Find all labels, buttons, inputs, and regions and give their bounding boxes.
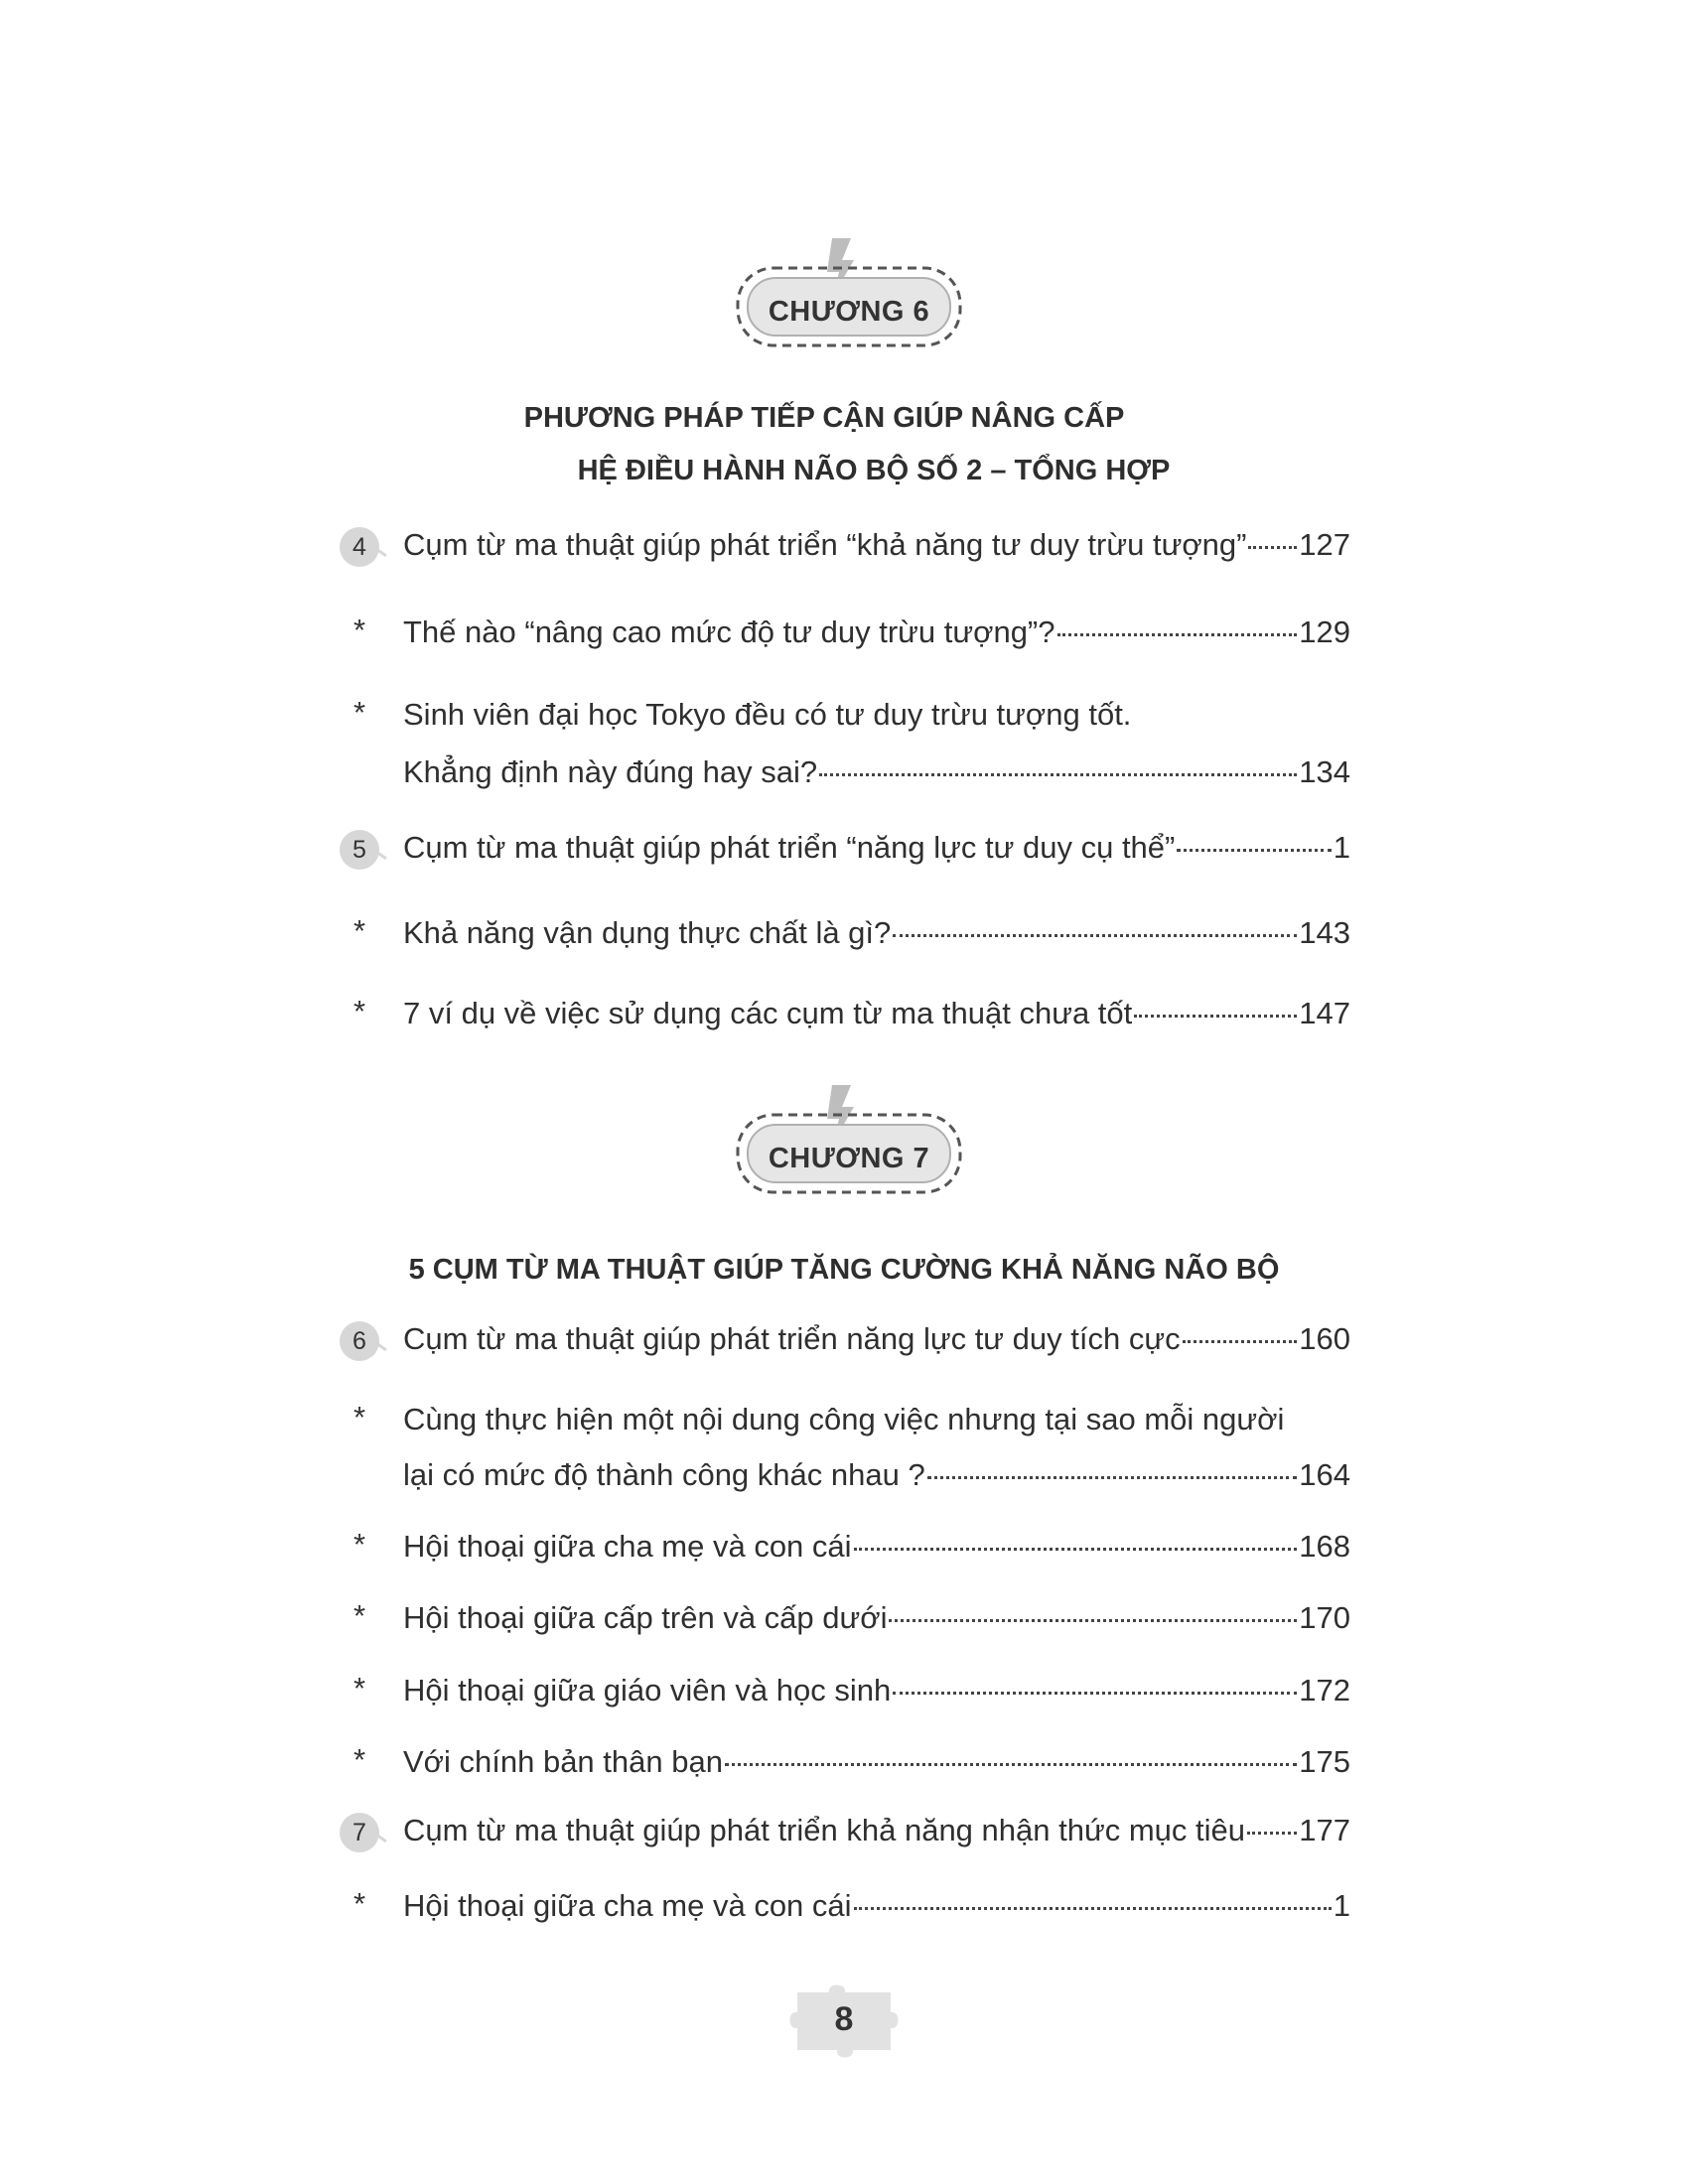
leader-dots <box>1177 849 1331 852</box>
entry-title: Cụm từ ma thuật giúp phát triển “khả năng tư duy trừu tượng” <box>403 527 1247 562</box>
entry-page: 168 <box>1299 1529 1350 1564</box>
leader-dots <box>854 1907 1332 1910</box>
entry-title: 7 ví dụ về việc sử dụng các cụm từ ma thuật chưa tốt <box>403 996 1133 1030</box>
leader-dots <box>1057 633 1298 636</box>
entry-title: Khả năng vận dụng thực chất là gì? <box>403 915 892 950</box>
entry-page: 177 <box>1299 1813 1350 1847</box>
entry-title: Hội thoại giữa cha mẹ và con cái <box>403 1888 852 1923</box>
page-number: 8 <box>834 2000 854 2038</box>
leader-dots <box>893 934 1297 937</box>
chapter-7-title <box>298 1244 1390 1297</box>
bullet-asterisk-icon: * <box>352 1400 366 1434</box>
bullet-asterisk-icon: * <box>352 1671 366 1706</box>
leader-dots <box>1183 1340 1298 1343</box>
section-number-badge: 6 <box>340 1321 379 1361</box>
leader-dots <box>819 773 1297 776</box>
bullet-asterisk-icon: * <box>352 1527 366 1562</box>
bullet-asterisk-icon: * <box>352 1886 366 1921</box>
leader-dots <box>1247 1832 1297 1835</box>
bullet-asterisk-icon: * <box>352 913 366 948</box>
page-number-footer <box>789 1980 899 2060</box>
leader-dots <box>893 1692 1297 1695</box>
entry-page: 1 <box>1333 830 1350 865</box>
chapter-6-badge <box>730 238 968 367</box>
entry-page: 170 <box>1299 1600 1350 1635</box>
entry-title: Cụm từ ma thuật giúp phát triển khả năng nhận thức mục tiêu <box>403 1813 1245 1847</box>
entry-page: 164 <box>1299 1457 1350 1492</box>
chapter-7-badge <box>730 1085 968 1214</box>
entry-title: Khẳng định này đúng hay sai? <box>403 754 818 789</box>
entry-title: Với chính bản thân bạn <box>403 1744 723 1779</box>
entry-page: 172 <box>1299 1673 1350 1707</box>
chapter-title-line: 5 CỤM TỪ MA THUẬT GIÚP TĂNG CƯỜNG KHẢ NĂNG NÃO BỘ <box>408 1254 1280 1286</box>
bullet-asterisk-icon: * <box>352 994 366 1028</box>
entry-title-first-line: Sinh viên đại học Tokyo đều có tư duy trừu tượng tốt. <box>403 697 1132 732</box>
chapter-title-line: HỆ ĐIỀU HÀNH NÃO BỘ SỐ 2 – TỔNG HỢP <box>577 455 1171 486</box>
entry-page: 175 <box>1299 1744 1350 1779</box>
bullet-asterisk-icon: * <box>352 1742 366 1777</box>
section-number-badge: 5 <box>340 830 379 870</box>
chapter-6-title <box>298 392 1390 497</box>
entry-title: Thế nào “nâng cao mức độ tư duy trừu tượng”? <box>403 614 1055 649</box>
entry-page: 147 <box>1299 996 1350 1030</box>
leader-dots <box>854 1548 1298 1551</box>
chapter-title-line: PHƯƠNG PHÁP TIẾP CẬN GIÚP NÂNG CẤP <box>523 402 1125 434</box>
leader-dots <box>1134 1015 1297 1018</box>
entry-title: Cụm từ ma thuật giúp phát triển năng lực tư duy tích cực <box>403 1321 1181 1356</box>
entry-page: 1 <box>1333 1888 1350 1923</box>
entry-title: Hội thoại giữa cấp trên và cấp dưới <box>403 1600 888 1635</box>
chapter-badge-label: CHƯƠNG 7 <box>768 1143 930 1174</box>
section-number-badge: 4 <box>340 527 379 567</box>
leader-dots <box>927 1476 1298 1479</box>
leader-dots <box>889 1619 1297 1622</box>
entry-title: lại có mức độ thành công khác nhau ? <box>403 1457 925 1492</box>
entry-page: 129 <box>1299 614 1350 649</box>
entry-title-first-line: Cùng thực hiện một nội dung công việc nhưng tại sao mỗi người <box>403 1402 1285 1436</box>
entry-title: Hội thoại giữa cha mẹ và con cái <box>403 1529 852 1564</box>
entry-page: 134 <box>1299 754 1350 789</box>
section-number-badge: 7 <box>340 1813 379 1852</box>
entry-page: 127 <box>1299 527 1350 562</box>
entry-title: Cụm từ ma thuật giúp phát triển “năng lực tư duy cụ thể” <box>403 830 1176 865</box>
leader-dots <box>1248 546 1297 549</box>
bullet-asterisk-icon: * <box>352 1598 366 1633</box>
chapter-badge-label: CHƯƠNG 6 <box>768 296 930 328</box>
bullet-asterisk-icon: * <box>352 613 366 647</box>
leader-dots <box>725 1763 1297 1766</box>
entry-title: Hội thoại giữa giáo viên và học sinh <box>403 1673 892 1707</box>
bullet-asterisk-icon: * <box>352 695 366 730</box>
entry-page: 143 <box>1299 915 1350 950</box>
entry-page: 160 <box>1299 1321 1350 1356</box>
